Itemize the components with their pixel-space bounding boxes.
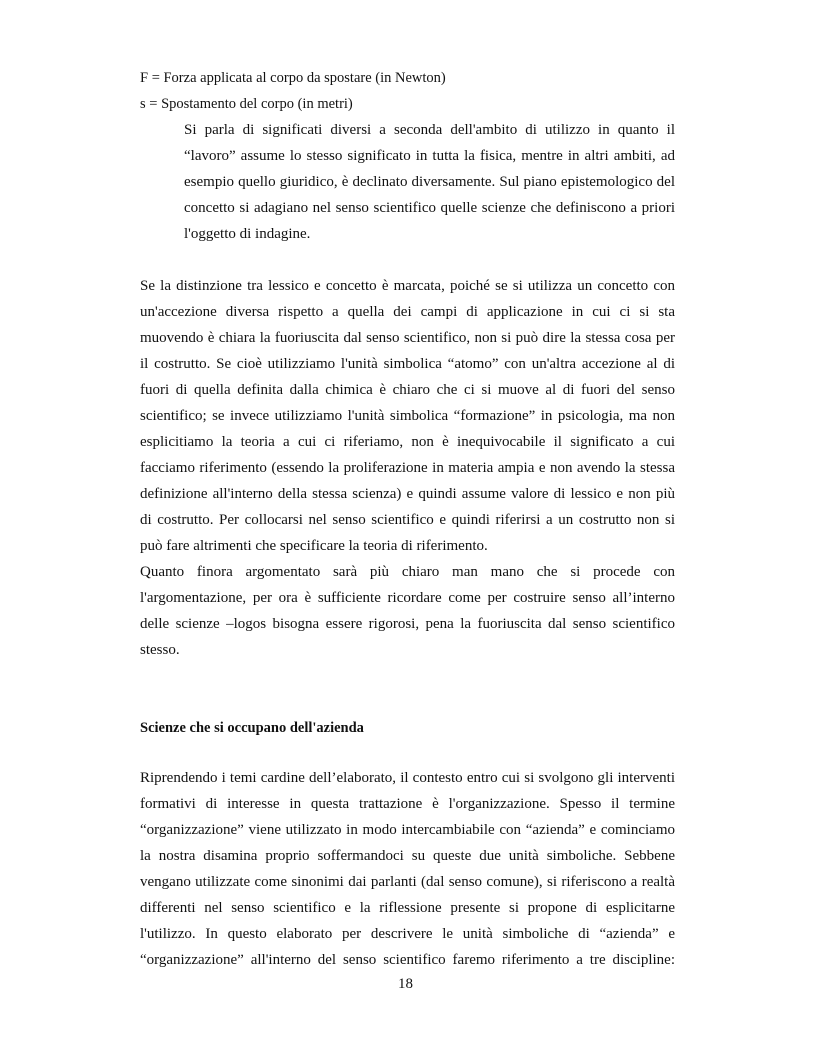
text-line: Se la distinzione tra lessico e concetto è marcata, poiché se si utilizza un concetto con <box>140 278 675 294</box>
text-line: scientifico; se invece utilizziamo l'unità simbolica “formazione” in psicologia, ma non <box>140 408 675 424</box>
text-line: formativi di interesse in questa trattazione è l'organizzazione. Spesso il termine <box>140 796 675 812</box>
text-line: l'utilizzo. In questo elaborato per descrivere le unità simboliche di “azienda” e <box>140 926 675 942</box>
text-line: Riprendendo i temi cardine dell’elaborato, il contesto entro cui si svolgono gli interventi <box>140 770 675 786</box>
text-line: muovendo è chiara la fuoriuscita dal senso scientifico, non si può dire la stessa cosa per <box>140 330 675 346</box>
text-line: l'argomentazione, per ora è sufficiente ricordare come per costruire senso all’interno <box>140 590 675 606</box>
text-line: può fare altrimenti che specificare la teoria di riferimento. <box>140 538 488 554</box>
text-line: un'accezione diversa rispetto a quella dei campi di applicazione in cui ci si sta <box>140 304 675 320</box>
text-line: differenti nel senso scientifico e la riflessione presente si propone di esplicitarne <box>140 900 675 916</box>
definition-force: F = Forza applicata al corpo da spostare (in Newton) <box>140 70 446 86</box>
text-line: “organizzazione” all'interno del senso scientifico faremo riferimento a tre discipline: <box>140 952 675 968</box>
text-line: esempio quello giuridico, è declinato diversamente. Sul piano epistemologico del <box>184 174 675 190</box>
text-line: fuori di quella definita dalla chimica è chiaro che ci si muove al di fuori del senso <box>140 382 675 398</box>
definition-displacement: s = Spostamento del corpo (in metri) <box>140 96 353 112</box>
section-heading: Scienze che si occupano dell'azienda <box>140 720 364 736</box>
text-line: “lavoro” assume lo stesso significato in tutta la fisica, mentre in altri ambiti, ad <box>184 148 675 164</box>
text-line: definizione all'interno della stessa scienza) e quindi assume valore di lessico e non più <box>140 486 675 502</box>
text-line: di costrutto. Per collocarsi nel senso scientifico e quindi riferirsi a un costrutto non si <box>140 512 675 528</box>
text-line: concetto si adagiano nel senso scientifico quelle scienze che definiscono a priori <box>184 200 675 216</box>
text-line: vengano utilizzate come sinonimi dai parlanti (dal senso comune), si riferiscono a realtà <box>140 874 675 890</box>
text-line: la nostra disamina proprio soffermandoci su queste due unità simboliche. Sebbene <box>140 848 675 864</box>
text-line: “organizzazione” viene utilizzato in modo intercambiabile con “azienda” e cominciamo <box>140 822 675 838</box>
text-line: facciamo riferimento (essendo la proliferazione in materia ampia e non avendo la stessa <box>140 460 675 476</box>
text-line: delle scienze –logos bisogna essere rigorosi, pena la fuoriuscita dal senso scientifico <box>140 616 675 632</box>
text-line: stesso. <box>140 642 180 658</box>
text-line: Quanto finora argomentato sarà più chiaro man mano che si procede con <box>140 564 675 580</box>
page-number: 18 <box>398 976 413 992</box>
text-line: l'oggetto di indagine. <box>184 226 311 242</box>
text-line: esplicitiamo la teoria a cui ci riferiamo, non è inequivocabile il significato a cui <box>140 434 675 450</box>
text-line: il costrutto. Se cioè utilizziamo l'unità simbolica “atomo” con un'altra accezione al di <box>140 356 675 372</box>
text-line: Si parla di significati diversi a seconda dell'ambito di utilizzo in quanto il <box>184 122 675 138</box>
